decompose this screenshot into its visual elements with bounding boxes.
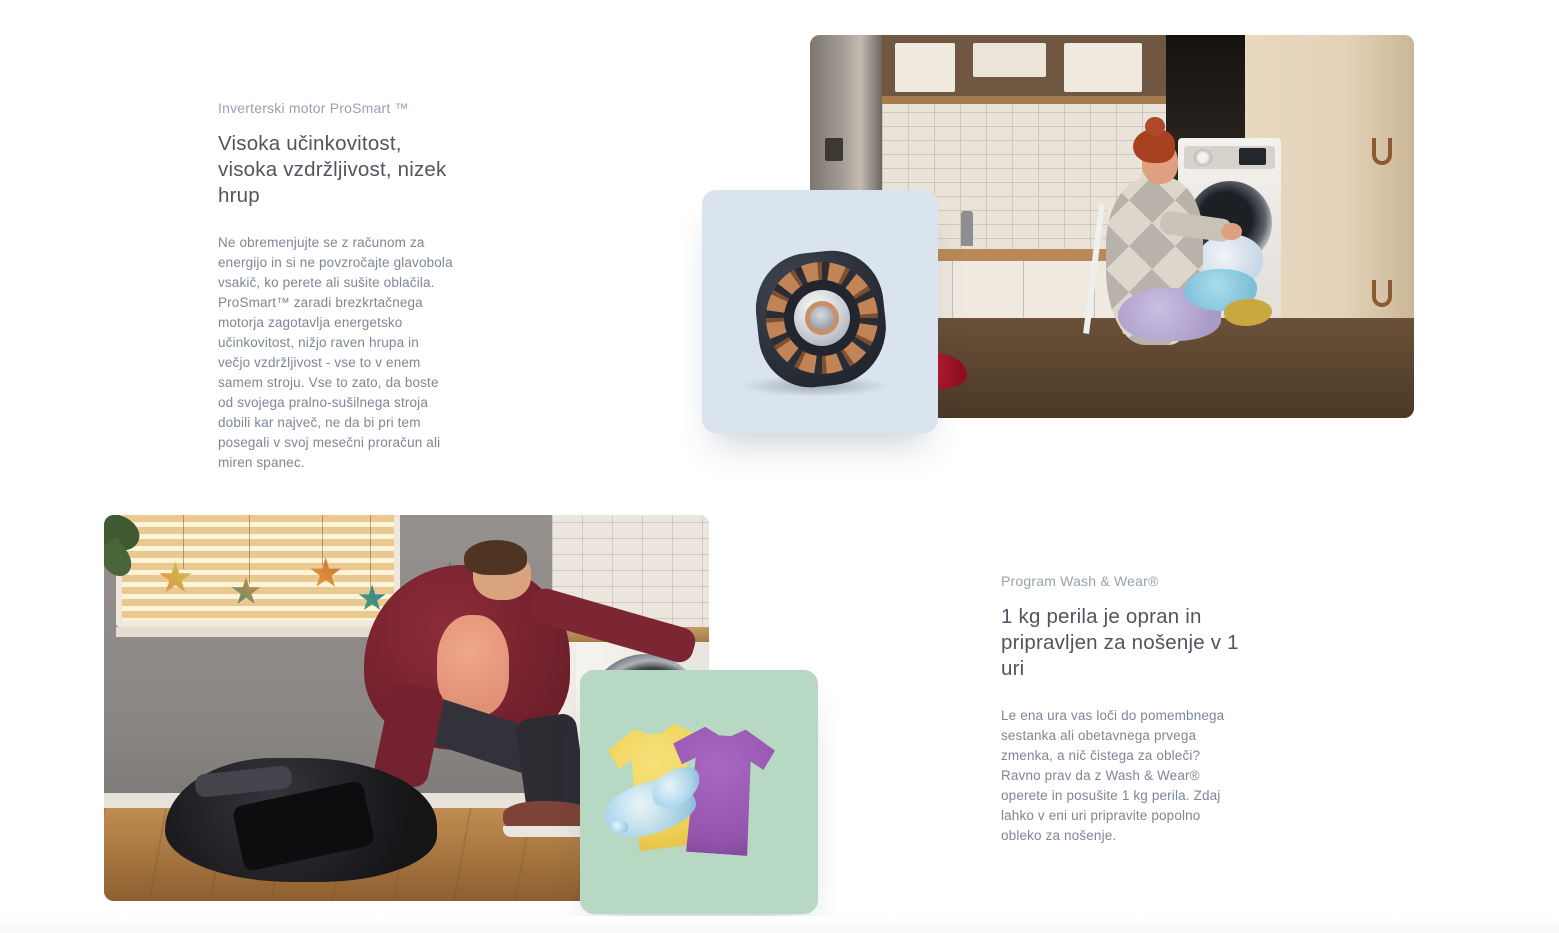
heading-line: pripravljen za nošenje v 1 <box>1001 631 1239 654</box>
leather-handle <box>1372 280 1393 307</box>
upper-cabinet <box>1064 43 1143 93</box>
feature-eyebrow: Inverterski motor ProSmart ™ <box>218 100 409 116</box>
window-blinds <box>116 515 400 627</box>
star-string <box>183 515 184 569</box>
tshirt-card <box>580 670 818 914</box>
washer-knob <box>1194 149 1212 165</box>
woman-hand <box>1221 223 1242 240</box>
man-hair <box>464 540 528 575</box>
upper-cabinet <box>973 43 1045 77</box>
heading-line: visoka vzdržljivost, nizek <box>218 158 447 181</box>
next-section-edge <box>0 916 1559 933</box>
washer-display <box>1239 148 1266 165</box>
motor-card <box>702 190 938 433</box>
window-sill <box>116 627 400 637</box>
wood-shelf <box>882 96 1172 104</box>
heading-line: 1 kg perila je opran in <box>1001 605 1202 628</box>
faucet <box>961 211 973 245</box>
star-string <box>370 515 371 588</box>
woman-hair-bun <box>1145 117 1164 136</box>
motor-axle <box>805 301 839 335</box>
feature-eyebrow: Program Wash & Wear® <box>1001 573 1159 589</box>
feature-body: Le ena ura vas loči do pomembnega sestanka ali obetavnega prvega zmenka, a nič čistega za obleči? Ravno prav da z Wash & Wear® operete in posušite 1 kg perila. Zdaj lahko v eni uri pripravite popolno obleko za nošenje. <box>1001 708 1225 843</box>
feature-text-washwear <box>1001 573 1249 846</box>
feature-body: Ne obremenjujte se z računom za energijo in si ne povzročajte glavobola vsakič, ko perete ali sušite oblačila. ProSmart™ zaradi brezkrtačnega motorja zagotavlja energetsko učinkovitost, nižjo raven hrupa in večjo vzdržljivost - vse to v enem samem stroju. Vse to zato, da boste od svojega pralno-sušilnega stroja dobili kar največ, ne da bi pri tem posegali v svoj mesečni proračun ali miren spanec. <box>218 235 453 470</box>
star-string <box>322 515 323 565</box>
feature-text-prosmart <box>218 100 458 473</box>
heading-line: Visoka učinkovitost, <box>218 132 402 155</box>
heading-line: uri <box>1001 657 1025 680</box>
fridge-handle <box>825 138 843 161</box>
feature-heading <box>218 131 458 209</box>
leather-handle <box>1372 138 1393 165</box>
upper-cabinet <box>895 43 955 93</box>
feature-heading <box>1001 604 1249 682</box>
star-string <box>249 515 250 584</box>
water-droplet <box>610 820 628 834</box>
heading-line: hrup <box>218 184 260 207</box>
